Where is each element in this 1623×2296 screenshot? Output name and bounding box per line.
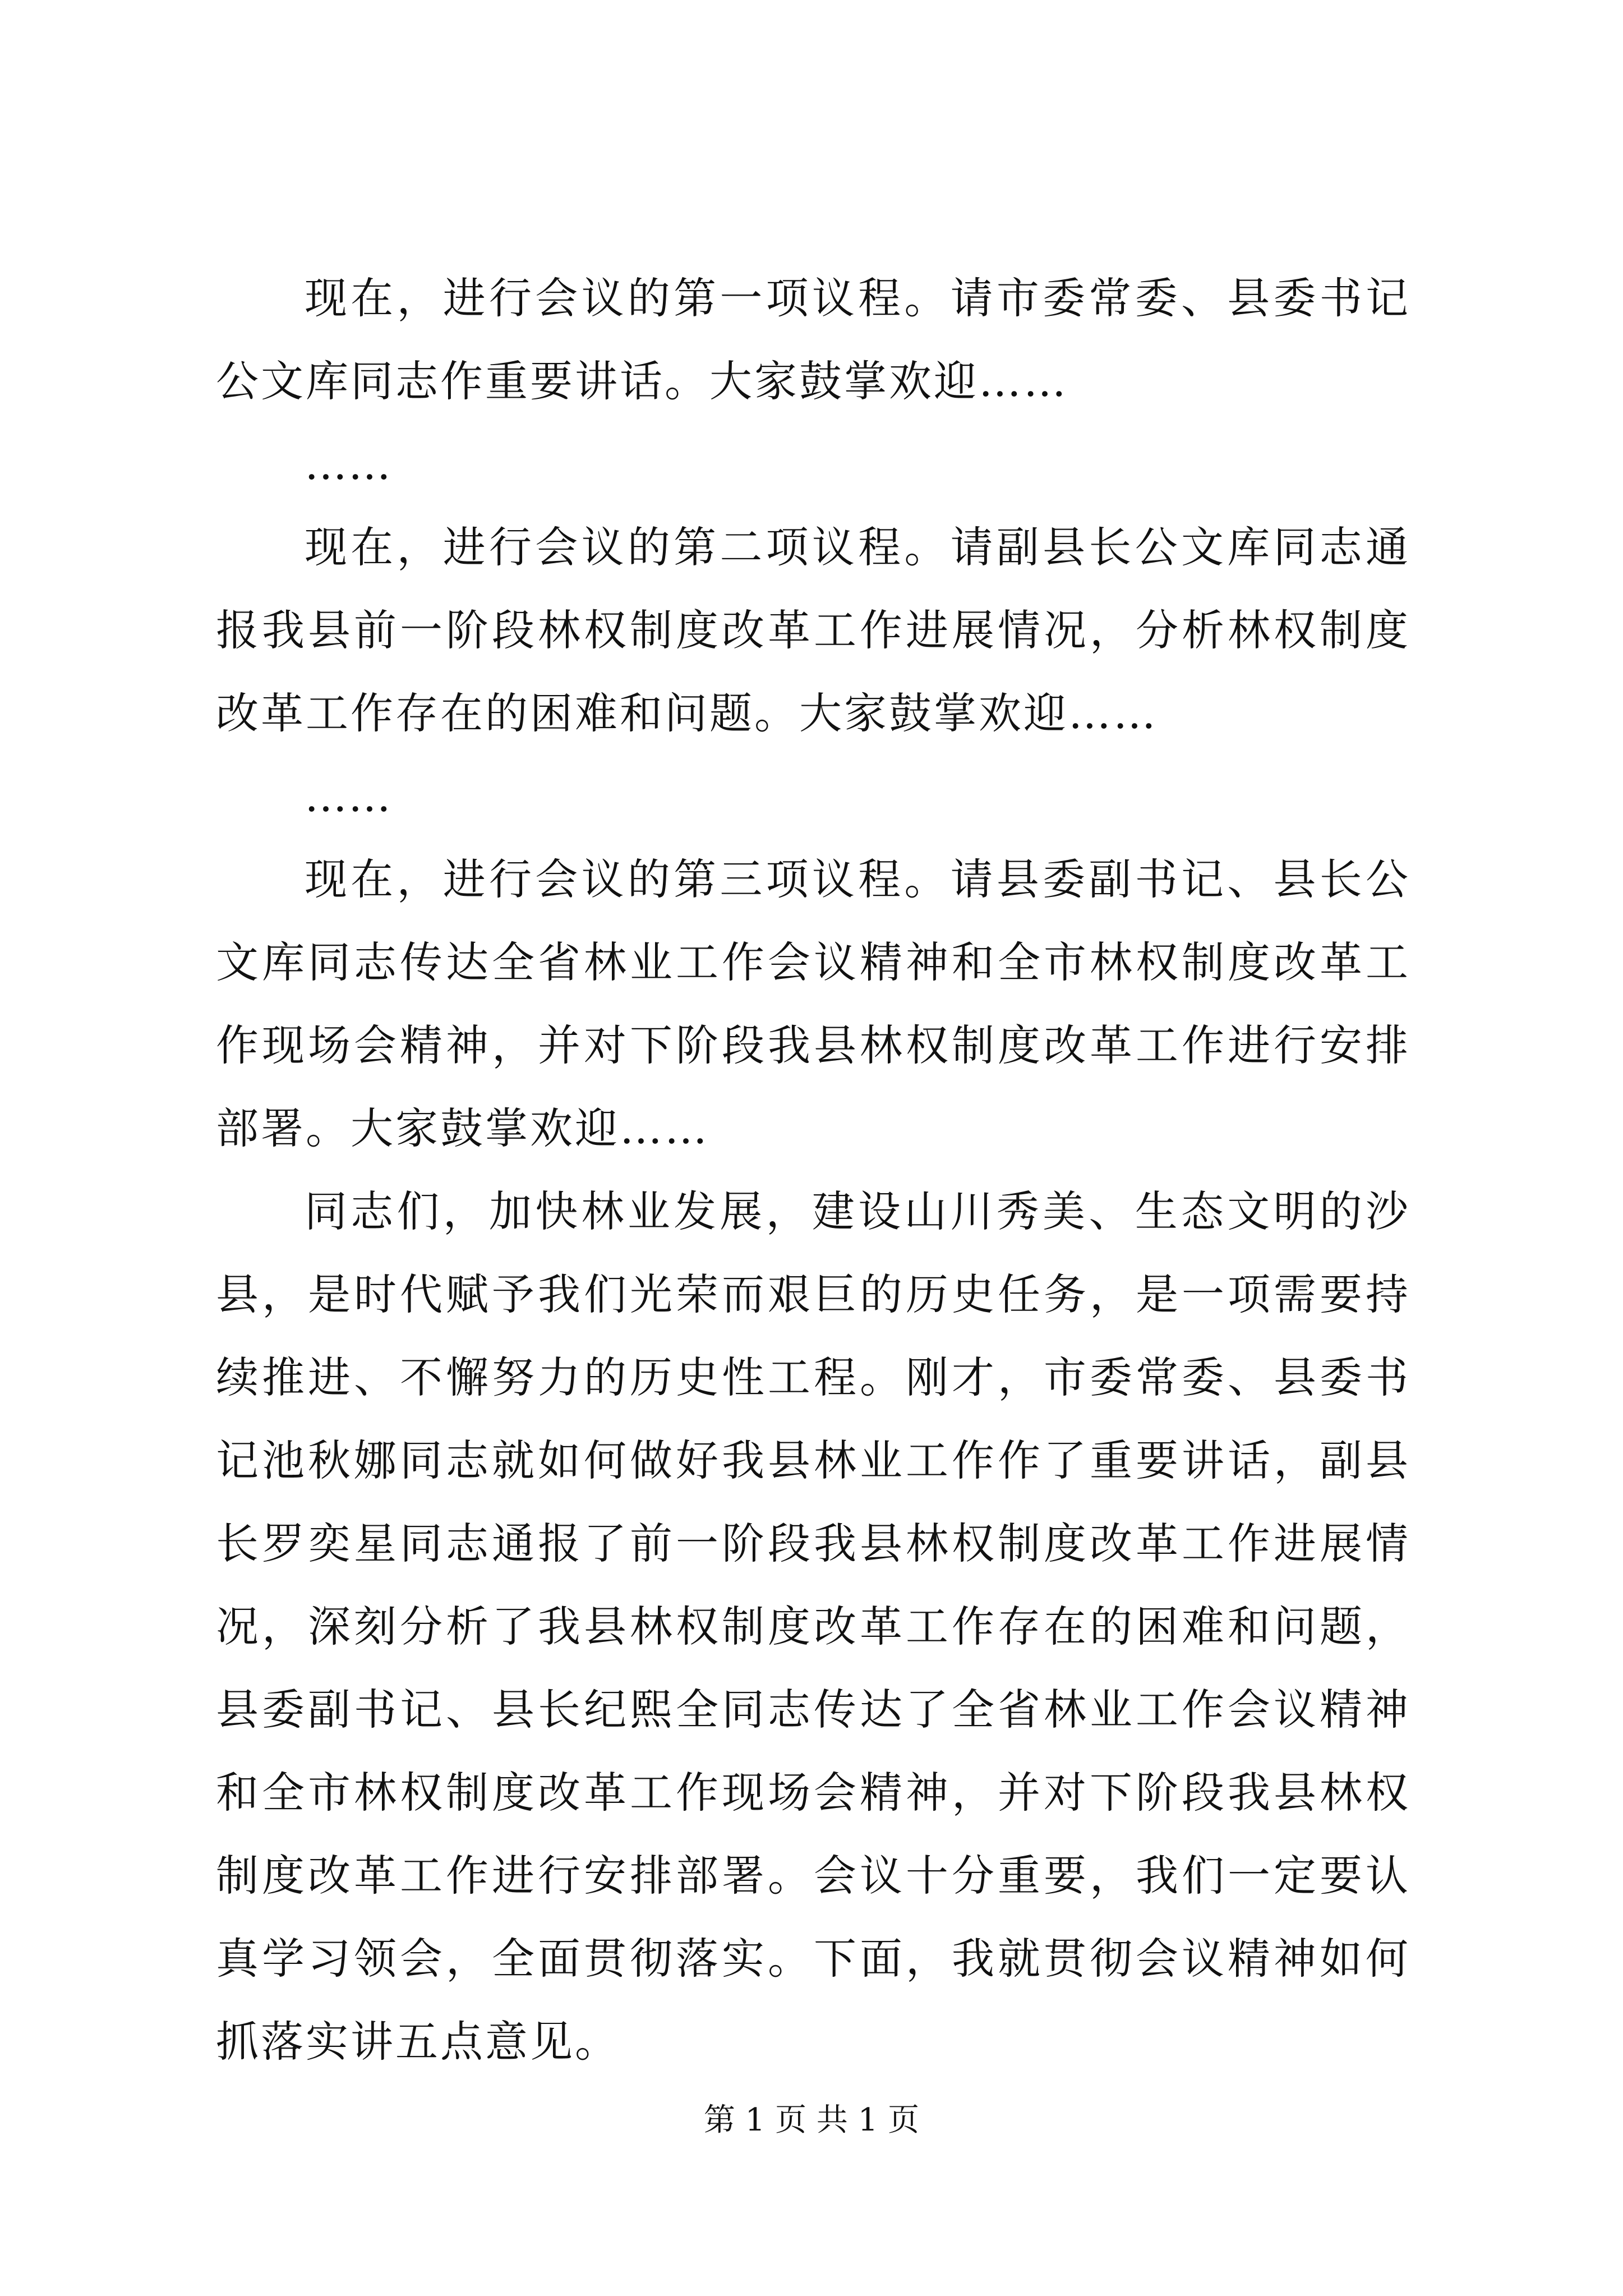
paragraph-agenda-3: 现在，进行会议的第三项议程。请县委副书记、县长公文库同志传达全省林业工作会议精神和全市林权制度改革工作现场会精神，并对下阶段我县林权制度改革工作进行安排部署。大家鼓掌欢迎…… xyxy=(216,854,1410,1153)
ellipsis-line-1: …… xyxy=(305,439,392,489)
document-body xyxy=(216,257,1410,2083)
paragraph-summary: 同志们，加快林业发展，建设山川秀美、生态文明的沙县，是时代赋予我们光荣而艰巨的历史任务，是一项需要持续推进、不懈努力的历史性工程。刚才，市委常委、县委书记池秋娜同志就如何做好我县林业工作作了重要讲话，副县长罗奕星同志通报了前一阶段我县林权制度改革工作进展情况，深刻分析了我县林权制度改革工作存在的困难和问题，县委副书记、县长纪熙全同志传达了全省林业工作会议精神和全市林权制度改革工作现场会精神，并对下阶段我县林权制度改革工作进行安排部署。会议十分重要，我们一定要认真学习领会，全面贯彻落实。下面，我就贯彻会议精神如何抓落实讲五点意见。 xyxy=(216,1186,1410,2067)
ellipsis-line-2: …… xyxy=(305,771,392,821)
page-footer: 第 1 页 共 1 页 xyxy=(703,2102,920,2138)
paragraph-agenda-2: 现在，进行会议的第二项议程。请副县长公文库同志通报我县前一阶段林权制度改革工作进展情况，分析林权制度改革工作存在的困难和问题。大家鼓掌欢迎…… xyxy=(216,522,1410,738)
paragraph-agenda-1: 现在，进行会议的第一项议程。请市委常委、县委书记公文库同志作重要讲话。大家鼓掌欢迎…… xyxy=(216,273,1410,406)
